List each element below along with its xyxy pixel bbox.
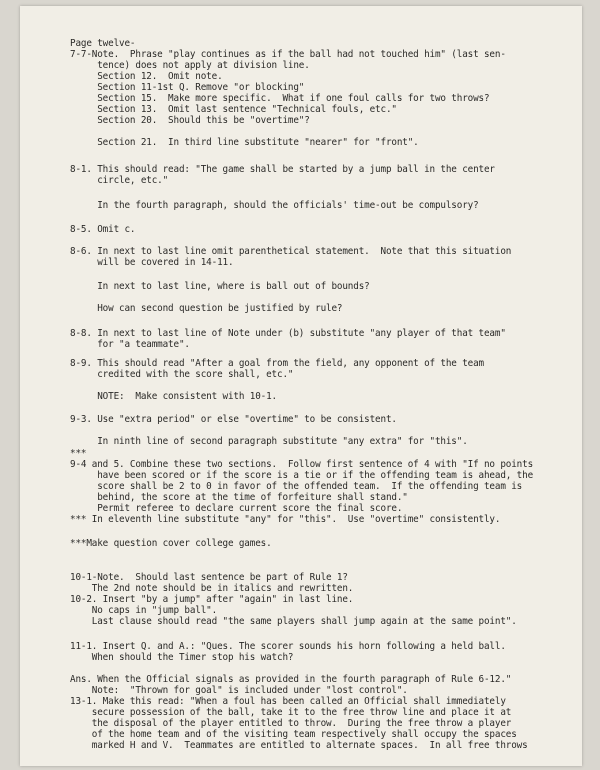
text-line: 7-7-Note. Phrase "play continues as if the ball had not touched him" (last sen- <box>70 49 506 60</box>
text-line: Section 20. Should this be "overtime"? <box>70 115 310 126</box>
text-line: Last clause should read "the same players shall jump again at the same point". <box>70 616 517 627</box>
text-line: the disposal of the player entitled to throw. During the free throw a player <box>70 718 512 729</box>
text-line: secure possession of the ball, take it to the free throw line and place it at <box>70 707 512 718</box>
text-line: for "a teammate". <box>70 339 190 350</box>
text-line: In ninth line of second paragraph substitute "any extra" for "this". <box>70 436 468 447</box>
text-line: Permit referee to declare current score the final score. <box>70 503 403 514</box>
text-line: *** <box>70 448 87 459</box>
text-line: circle, etc." <box>70 175 169 186</box>
text-line: Section 12. Omit note. <box>70 71 223 82</box>
text-line: Section 11-1st Q. Remove "or blocking" <box>70 82 305 93</box>
text-line: marked H and V. Teammates are entitled to alternate spaces. In all free throws <box>70 740 528 751</box>
text-line: No caps in "jump ball". <box>70 605 218 616</box>
text-line: credited with the score shall, etc." <box>70 369 294 380</box>
text-line: 8-1. This should read: "The game shall be started by a jump ball in the center <box>70 164 495 175</box>
text-line: 9-3. Use "extra period" or else "overtime" to be consistent. <box>70 414 397 425</box>
text-line: 11-1. Insert Q. and A.: "Ques. The scorer sounds his horn following a held ball. <box>70 641 506 652</box>
text-line: tence) does not apply at division line. <box>70 60 310 71</box>
text-line: 13-1. Make this read: "When a foul has been called an Official shall immediately <box>70 696 506 707</box>
text-line: 8-9. This should read "After a goal from the field, any opponent of the team <box>70 358 484 369</box>
text-line: have been scored or if the score is a tie or if the offending team is ahead, the <box>70 470 534 481</box>
text-line: In next to last line, where is ball out of bounds? <box>70 281 370 292</box>
text-line: Section 15. Make more specific. What if one foul calls for two throws? <box>70 93 490 104</box>
text-line: How can second question be justified by rule? <box>70 303 343 314</box>
text-line: Section 21. In third line substitute "nearer" for "front". <box>70 137 419 148</box>
text-line: will be covered in 14-11. <box>70 257 234 268</box>
page-heading: Page twelve- <box>70 38 136 49</box>
text-line: In the fourth paragraph, should the officials' time-out be compulsory? <box>70 200 479 211</box>
text-line: 8-5. Omit c. <box>70 224 136 235</box>
document-page <box>20 6 582 766</box>
text-line: Section 13. Omit last sentence "Technical fouls, etc." <box>70 104 397 115</box>
text-line: of the home team and of the visiting team respectively shall occupy the spaces <box>70 729 517 740</box>
text-line: Note: "Thrown for goal" is included under "lost control". <box>70 685 408 696</box>
text-line: Ans. When the Official signals as provided in the fourth paragraph of Rule 6-12." <box>70 674 512 685</box>
text-line: The 2nd note should be in italics and rewritten. <box>70 583 354 594</box>
text-line: 9-4 and 5. Combine these two sections. Follow first sentence of 4 with "If no points <box>70 459 534 470</box>
text-line: When should the Timer stop his watch? <box>70 652 294 663</box>
text-line: *** In eleventh line substitute "any" for "this". Use "overtime" consistently. <box>70 514 501 525</box>
text-line: 8-6. In next to last line omit parenthetical statement. Note that this situation <box>70 246 512 257</box>
text-line: ***Make question cover college games. <box>70 538 272 549</box>
text-line: 8-8. In next to last line of Note under (b) substitute "any player of that team" <box>70 328 506 339</box>
text-line: behind, the score at the time of forfeiture shall stand." <box>70 492 408 503</box>
text-line: score shall be 2 to 0 in favor of the offended team. If the offending team is <box>70 481 523 492</box>
text-line: 10-1-Note. Should last sentence be part of Rule 1? <box>70 572 348 583</box>
text-line: 10-2. Insert "by a jump" after "again" in last line. <box>70 594 354 605</box>
text-line: NOTE: Make consistent with 10-1. <box>70 391 277 402</box>
